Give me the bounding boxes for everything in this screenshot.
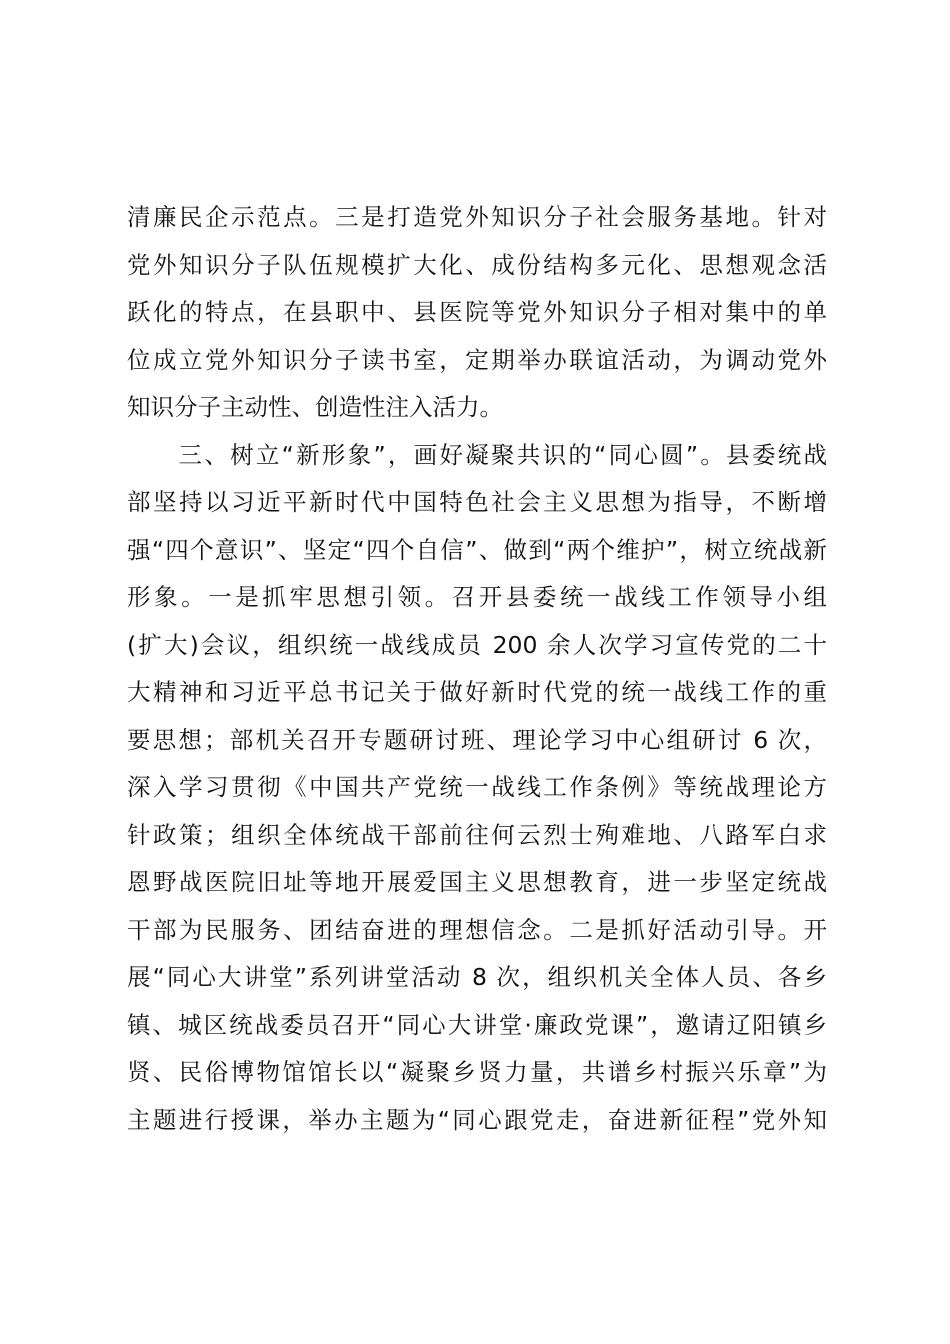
text-line: 跃化的特点，在县职中、县医院等党外知识分子相对集中的单 <box>127 298 827 326</box>
text-line: 恩野战医院旧址等地开展爱国主义思想教育，进一步坚定统战 <box>127 868 827 896</box>
text-line: 大精神和习近平总书记关于做好新时代党的统一战线工作的重 <box>127 678 827 706</box>
text-line: 党外知识分子队伍规模扩大化、成份结构多元化、思想观念活 <box>127 250 827 279</box>
text-line: 位成立党外知识分子读书室，定期举办联谊活动，为调动党外 <box>127 345 827 374</box>
text-line: (扩大)会议，组织统一战线成员 200 余人次学习宣传党的二十 <box>127 630 827 659</box>
text-line: 要思想；部机关召开专题研讨班、理论学习中心组研讨 6 次， <box>127 725 827 754</box>
text-line: 针政策；组织全体统战干部前往何云烈士殉难地、八路军白求 <box>127 820 827 849</box>
text-line: 三、树立“新形象”，画好凝聚共识的“同心圆”。县委统战 <box>127 440 827 469</box>
text-line: 贤、民俗博物馆馆长以“凝聚乡贤力量，共谱乡村振兴乐章”为 <box>127 1058 827 1086</box>
text-line: 知识分子主动性、创造性注入活力。 <box>127 393 503 421</box>
text-line: 主题进行授课，举办主题为“同心跟党走，奋进新征程”党外知 <box>127 1105 827 1134</box>
text-line: 镇、城区统战委员召开“同心大讲堂·廉政党课”，邀请辽阳镇乡 <box>127 1010 827 1039</box>
text-line: 清廉民企示范点。三是打造党外知识分子社会服务基地。针对 <box>127 203 827 231</box>
text-line: 强“四个意识”、坚定“四个自信”、做到“两个维护”，树立统战新 <box>127 535 827 564</box>
text-line: 干部为民服务、团结奋进的理想信念。二是抓好活动引导。开 <box>127 915 827 944</box>
text-line: 部坚持以习近平新时代中国特色社会主义思想为指导，不断增 <box>127 488 827 516</box>
text-line: 展“同心大讲堂”系列讲堂活动 8 次，组织机关全体人员、各乡 <box>127 963 827 991</box>
text-line: 深入学习贯彻《中国共产党统一战线工作条例》等统战理论方 <box>127 773 827 801</box>
text-line: 形象。一是抓牢思想引领。召开县委统一战线工作领导小组 <box>127 583 827 611</box>
body-text <box>127 194 827 1144</box>
